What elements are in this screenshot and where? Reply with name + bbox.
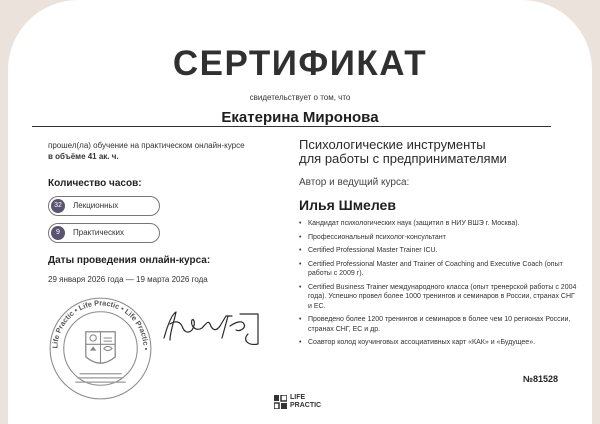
left-column — [48, 140, 288, 284]
hours-count: 32 — [51, 199, 65, 213]
hours-type: Лекционных — [73, 201, 119, 210]
hours-label: Количество часов: — [48, 178, 142, 189]
author-credentials — [299, 219, 579, 348]
seal-text: Life Practic • Life Practic • Life Practic • — [50, 298, 151, 351]
name-underline — [32, 126, 551, 127]
credential-item: • Проведено более 1200 тренингов и семинаров в более чем 10 регионах России, странах СНГ, ЕС и др. — [299, 315, 579, 334]
credential-item: • Certified Business Trainer международного класса (опыт тренерской работы с 2004 года). Успешно провел более 1000 тренингов и семинаров в России, странах СНГ и ЕС. — [299, 283, 579, 312]
course-title-line: для работы с предпринимателями — [299, 151, 507, 166]
author-name: Илья Шмелев — [299, 197, 396, 213]
course-title-line: Психологические инструменты — [299, 137, 486, 152]
course-volume: в объёме 41 ак. ч. — [48, 152, 119, 161]
recipient-name: Екатерина Миронова — [221, 109, 379, 126]
brand-logo — [274, 392, 334, 414]
dates-value: 29 января 2026 года — 19 марта 2026 года — [48, 275, 208, 284]
hours-lecture-pill — [48, 196, 160, 216]
credential-item: • Certified Professional Master Trainer ICU. — [299, 246, 579, 256]
hours-type: Практических — [73, 228, 124, 237]
course-title — [299, 138, 579, 166]
credential-item: • Профессиональный психолог-консультант — [299, 233, 579, 243]
brand-line: PRACTIC — [290, 402, 322, 409]
life-practic-seal — [48, 296, 153, 401]
certificate-title: СЕРТИФИКАТ — [172, 44, 428, 83]
right-column — [299, 138, 579, 364]
author-label: Автор и ведущий курса: — [299, 177, 410, 188]
hours-practice-pill — [48, 223, 160, 243]
brand-line: LIFE — [290, 394, 306, 401]
brand-glyph-icon — [274, 395, 287, 409]
credential-item: • Кандидат психологических наук (защитил в НИУ ВШЭ г. Москва). — [299, 219, 579, 229]
brand-name — [290, 394, 321, 410]
certificate-serial: №81528 — [523, 374, 559, 384]
course-intro — [48, 140, 288, 162]
certificate-subtitle: свидетельствует о том, что — [249, 93, 351, 102]
credential-item: • Соавтор колод коучинговых ассоциативных карт «КАК» и «Будущее». — [299, 338, 579, 348]
intro-line: прошел(ла) обучение на практическом онлайн-курсе — [48, 141, 245, 150]
hours-count: 9 — [51, 226, 65, 240]
credential-item: • Certified Professional Master and Trainer of Coaching and Executive Coach (опыт работы с 2009 г). — [299, 260, 579, 279]
author-signature — [158, 304, 268, 350]
dates-label: Даты проведения онлайн-курса: — [48, 255, 211, 266]
